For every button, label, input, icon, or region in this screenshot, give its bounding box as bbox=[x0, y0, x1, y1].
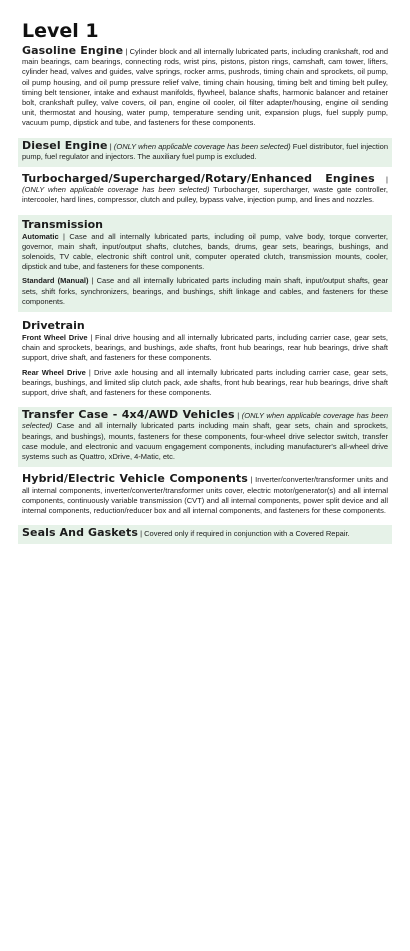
gasoline-engine-body: Cylinder block and all internally lubricated parts, including crankshaft, rod and main bearings, cam bearings, connecting rods, wrist pins, pistons, piston rings, camshaft, cam tower, lifters, cylinder head, valves and guides, valve springs, rocker arms, pushrods, timing chain and sprockets, oil pump, oil pump housing, and oil pump pressure relief valve, timing chain housing, timing belt and timing belt pulley, timing belt tensioner, intake and exhaust manifolds, flywheel, balance shafts, harmonic balancer and retainer bolt, crankshaft pulley, valve covers, oil pan, engine oil cooler, oil filter adapter/housing, engine oil sending unit, thermostat and housing, water pump, temperature sending unit, expansion plugs, fuel supply pump, vacuum pump, dipstick and tube, and fasteners for these components. bbox=[22, 47, 389, 128]
transmission-section bbox=[18, 215, 392, 312]
heading-separator: | bbox=[374, 175, 388, 185]
drivetrain-heading: Drivetrain bbox=[22, 319, 85, 333]
rear-wheel-drive-paragraph bbox=[22, 368, 388, 399]
drivetrain-section bbox=[18, 316, 392, 403]
seals-gaskets-heading: Seals And Gaskets bbox=[22, 526, 138, 540]
gasoline-engine-heading: Gasoline Engine bbox=[22, 44, 124, 57]
turbo-engines-paragraph bbox=[22, 174, 388, 206]
front-wheel-drive-body: Final drive housing and all internally lubricated parts, including carrier case, gear sets, chain and sprockets, bearings, and bushings, axle shafts, front hub bearings, rear hub bearings, drive shaft support, drive shaft, and fasteners for these components. bbox=[22, 333, 388, 363]
heading-separator: | bbox=[247, 475, 256, 485]
seals-gaskets-section bbox=[18, 525, 392, 544]
transfer-case-heading: Transfer Case - 4x4/AWD Vehicles bbox=[22, 408, 235, 422]
heading-separator: | bbox=[234, 411, 242, 421]
rear-wheel-drive-body: Drive axle housing and all internally lubricated parts including carrier case, gear sets, bearings, bushings, and limited slip clutch pack, axle shafts, front hub bearings, rear hub bearings, drive shaft support, drive shaft, and fasteners for these components. bbox=[22, 367, 388, 398]
diesel-engine-heading: Diesel Engine bbox=[22, 138, 108, 152]
heading-separator: | bbox=[138, 529, 145, 539]
transfer-case-body: Case and all internally lubricated parts including main shaft, gear sets, chain and sprockets, bearings, and bushings), mounts, fasteners for these components, four-wheel drive selector switch, transfer case module, and electronic and vacuum engagement components, including manufacturer's all-wheel drive systems such as Quattro, xDrive, 4-Matic, etc. bbox=[22, 421, 388, 462]
transfer-coverage-note: (ONLY when applicable coverage has been selected) bbox=[22, 411, 388, 431]
hybrid-electric-section bbox=[18, 471, 392, 521]
level-title: Level 1 bbox=[22, 20, 99, 42]
hybrid-electric-body: Inverter/converter/transformer units and all internal components, inverter/converter/transformer units cover, electric motor/generator(s) and all internal components, continuously variable transmission (CVT) and all internal components, power split device and all internal components, reduction/reducer box and all internal components, and fasteners for these components. bbox=[22, 475, 388, 515]
front-wheel-drive-label: Front Wheel Drive bbox=[22, 333, 88, 343]
label-separator: | bbox=[85, 367, 95, 377]
seals-gaskets-paragraph bbox=[22, 528, 388, 539]
manual-paragraph bbox=[22, 276, 388, 307]
label-separator: | bbox=[87, 333, 96, 343]
label-separator: | bbox=[58, 231, 70, 241]
label-separator: | bbox=[88, 276, 97, 286]
automatic-label: Automatic bbox=[22, 231, 59, 241]
turbo-engines-section bbox=[18, 171, 392, 211]
manual-label: Standard (Manual) bbox=[22, 276, 89, 286]
automatic-paragraph bbox=[22, 232, 388, 273]
transfer-case-section bbox=[18, 407, 392, 467]
heading-separator: | bbox=[123, 47, 130, 56]
manual-body: Case and all internally lubricated parts including main shaft, input/output shafts, gear sets, shift forks, synchronizers, bearings, and bushings, shift linkage and cables, and fasteners for these components. bbox=[22, 276, 388, 306]
transfer-case-paragraph bbox=[22, 410, 388, 462]
diesel-engine-section bbox=[18, 138, 392, 167]
heading-separator: | bbox=[107, 141, 114, 151]
seals-gaskets-body: Covered only if required in conjunction with a Covered Repair. bbox=[144, 529, 350, 539]
gasoline-engine-section bbox=[18, 43, 392, 134]
gasoline-engine-paragraph bbox=[22, 46, 388, 129]
turbo-engines-heading: Turbocharged/Supercharged/Rotary/Enhanced Engines bbox=[22, 172, 375, 186]
diesel-engine-body: Fuel distributor, fuel injection pump, fuel regulator and injectors. The auxiliary fuel pump is excluded. bbox=[22, 141, 389, 161]
turbo-coverage-note: (ONLY when applicable coverage has been selected) bbox=[22, 185, 210, 195]
hybrid-electric-heading: Hybrid/Electric Vehicle Components bbox=[22, 472, 248, 486]
diesel-engine-paragraph bbox=[22, 138, 389, 162]
automatic-body: Case and all internally lubricated parts, including oil pump, valve body, torque converter, governor, main shaft, input/output shafts, clutches, bands, drums, gear sets, bearings, bushings, and solenoids, TV cable, electronic shift control unit, computer operated clutch, transmission mounts, cooler, dipstick and tube, and fasteners for these components. bbox=[22, 231, 388, 272]
rear-wheel-drive-label: Rear Wheel Drive bbox=[22, 367, 86, 377]
transmission-heading: Transmission bbox=[22, 217, 104, 231]
front-wheel-drive-paragraph bbox=[22, 333, 388, 364]
diesel-coverage-note: (ONLY when applicable coverage has been selected) bbox=[113, 141, 291, 151]
turbo-engines-body: Turbocharger, supercharger, waste gate controller, intercooler, hard lines, compressor, clutch and pulley, bypass valve, injection pump, and lines and nozzles. bbox=[22, 185, 389, 205]
hybrid-electric-paragraph bbox=[22, 474, 388, 516]
